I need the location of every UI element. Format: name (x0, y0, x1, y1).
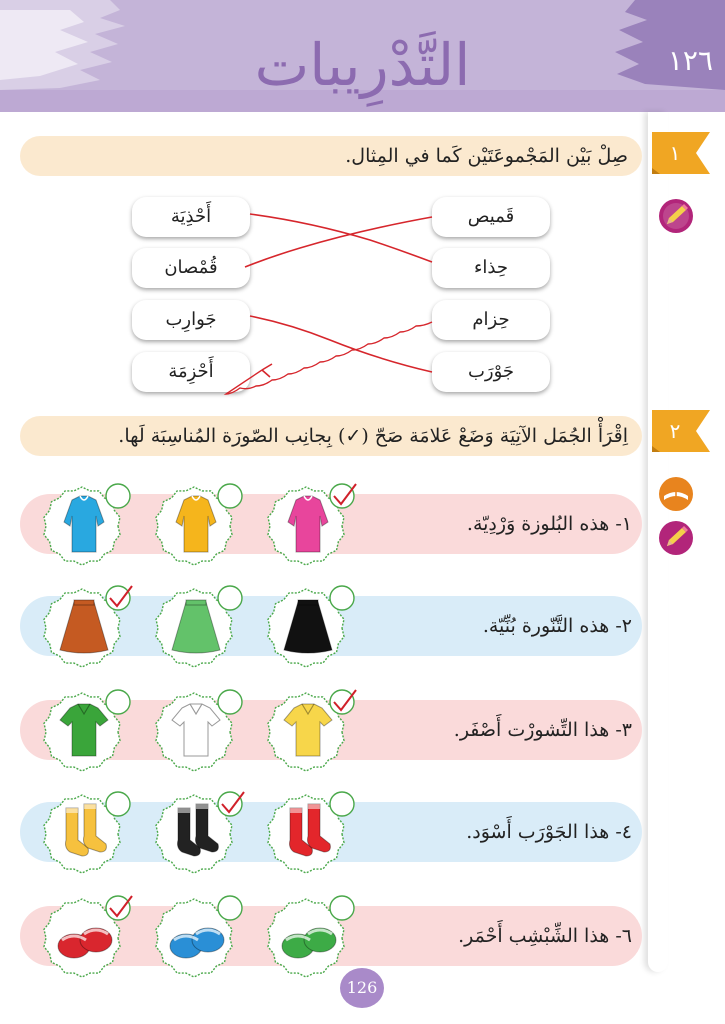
picture-option-socks[interactable] (146, 790, 246, 874)
picture-option-socks[interactable] (34, 790, 134, 874)
checkbox-circle[interactable] (330, 896, 354, 920)
checkbox-circle[interactable] (218, 586, 242, 610)
checkbox-circle[interactable] (330, 484, 354, 508)
checkbox-circle[interactable] (106, 484, 130, 508)
pencil-icon (658, 520, 694, 556)
checkbox-circle[interactable] (218, 484, 242, 508)
match-right-item[interactable]: قَميص (432, 197, 550, 237)
clothing-picture (146, 790, 246, 874)
picture-option-tshirt[interactable] (146, 688, 246, 772)
side-rail-background (662, 112, 725, 1024)
book-icon (658, 476, 694, 512)
picture-option-tshirt[interactable] (34, 688, 134, 772)
clothing-picture (146, 688, 246, 772)
match-left-item[interactable]: جَوارِب (132, 300, 250, 340)
match-line (250, 214, 432, 262)
picture-option-slippers[interactable] (258, 894, 358, 978)
checkbox-circle[interactable] (330, 586, 354, 610)
clothing-picture (258, 894, 358, 978)
sentence: ١- هذه البُلوزة وَرْدِيّة. (466, 513, 632, 535)
checkbox-circle[interactable] (106, 896, 130, 920)
picture-option-slippers[interactable] (146, 894, 246, 978)
clothing-picture (258, 688, 358, 772)
page-header (0, 0, 725, 112)
exercise-number: ١ (669, 141, 681, 165)
match-right-item[interactable]: جَوْرَب (432, 352, 550, 392)
exercise-2-instruction: اِقْرَأْ الجُمَل الآتِيَة وَضَعْ عَلامَة صَحّ (✓) بِجانِب الصّورَة المُناسِبَة لَها. (20, 416, 642, 456)
arrow-head-icon (262, 364, 272, 377)
picture-option-slippers[interactable] (34, 894, 134, 978)
checkbox-circle[interactable] (106, 792, 130, 816)
picture-option-skirt[interactable] (146, 584, 246, 668)
exercise-2-flag (652, 410, 710, 452)
exercise-1-instruction: صِلْ بَيْن المَجْموعَتَيْن كَما في المِثال. (20, 136, 642, 176)
picture-option-blouse[interactable] (34, 482, 134, 566)
picture-option-skirt[interactable] (258, 584, 358, 668)
match-left-item[interactable]: أَحْذِيَة (132, 197, 250, 237)
clothing-picture (146, 584, 246, 668)
clothing-picture (258, 790, 358, 874)
sentence: ٣- هذا التِّشورْت أَصْفَر. (453, 719, 632, 741)
picture-option-socks[interactable] (258, 790, 358, 874)
exercise-number: ٢ (669, 419, 681, 443)
checkbox-circle[interactable] (218, 690, 242, 714)
clothing-picture (146, 482, 246, 566)
checkbox-circle[interactable] (106, 690, 130, 714)
match-line (226, 322, 432, 394)
clothing-picture (34, 790, 134, 874)
sentence: ٤- هذا الجَوْرَب أَسْوَد. (466, 821, 632, 843)
checkbox-circle[interactable] (330, 792, 354, 816)
match-right-item[interactable]: حِزام (432, 300, 550, 340)
clothing-picture (146, 894, 246, 978)
checkbox-circle[interactable] (330, 690, 354, 714)
match-right-item[interactable]: حِذاء (432, 248, 550, 288)
picture-option-skirt[interactable] (34, 584, 134, 668)
sentence: ٦- هذا الشِّبْشِب أَحْمَر. (458, 925, 632, 947)
clothing-picture (258, 482, 358, 566)
pencil-icon (658, 198, 694, 234)
picture-option-blouse[interactable] (146, 482, 246, 566)
picture-option-tshirt[interactable] (258, 688, 358, 772)
clothing-picture (34, 482, 134, 566)
match-line (250, 316, 432, 372)
match-left-item[interactable]: أَحْزِمَة (132, 352, 250, 392)
checkbox-circle[interactable] (218, 896, 242, 920)
match-left-item[interactable]: قُمْصان (132, 248, 250, 288)
sentence: ٢- هذه التَّنّورة بُنِّيّة. (482, 615, 632, 637)
clothing-picture (34, 894, 134, 978)
checkbox-circle[interactable] (106, 586, 130, 610)
clothing-picture (34, 688, 134, 772)
clothing-picture (34, 584, 134, 668)
page-number-bottom: 126 (340, 968, 384, 1008)
match-line (245, 217, 432, 267)
page-title: التَّدْرِيبات (254, 31, 471, 99)
picture-option-blouse[interactable] (258, 482, 358, 566)
clothing-picture (258, 584, 358, 668)
page-number-top: ١٢٦ (667, 44, 713, 77)
checkbox-circle[interactable] (218, 792, 242, 816)
exercise-1-flag (652, 132, 710, 174)
